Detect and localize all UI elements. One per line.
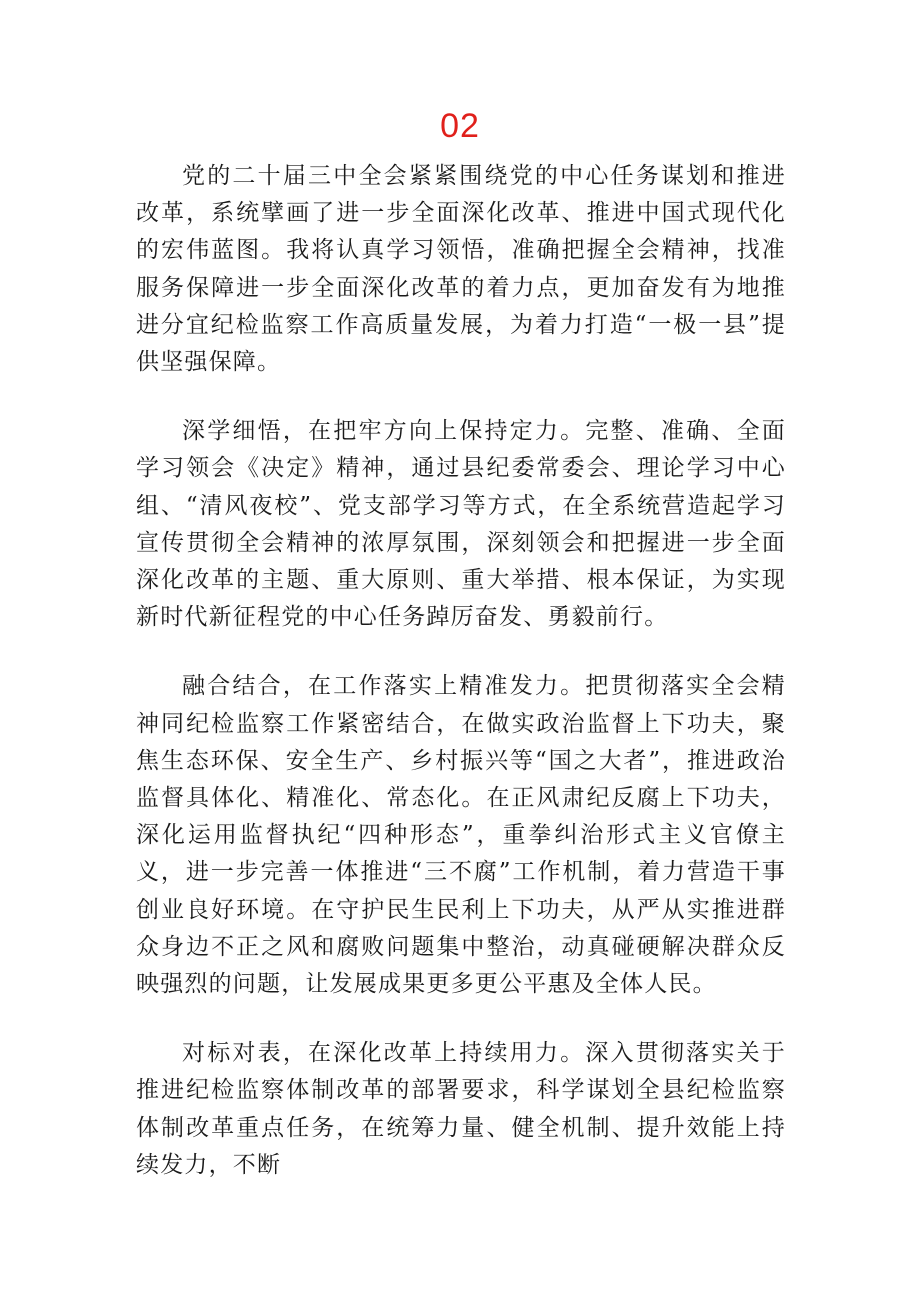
paragraph-integration: 融合结合，在工作落实上精准发力。把贯彻落实全会精神同纪检监察工作紧密结合，在做实政治监督上下功夫，聚焦生态环保、安全生产、乡村振兴等“国之大者”，推进政治监督具体化、精准化、常态化。在正风肃纪反腐上下功夫，深化运用监督执纪“四种形态”，重拳纠治形式主义官僚主义，进一步完善一体推进“三不腐”工作机制，着力营造干事创业良好环境。在守护民生民利上下功夫，从严从实推进群众身边不正之风和腐败问题集中整治，动真碰硬解决群众反映强烈的问题，让发展成果更多更公平惠及全体人民。 [136, 673, 786, 998]
paragraph-deep-study: 深学细悟，在把牢方向上保持定力。完整、准确、全面学习领会《决定》精神，通过县纪委常委会、理论学习中心组、“清风夜校”、党支部学习等方式，在全系统营造起学习宣传贯彻全会精神的浓厚氛围，深刻领会和把握进一步全面深化改革的主题、重大原则、重大举措、根本保证，为实现新时代新征程党的中心任务踔厉奋发、勇毅前行。 [136, 418, 786, 631]
paragraph-benchmark: 对标对表，在深化改革上持续用力。深入贯彻落实关于推进纪检监察体制改革的部署要求，科学谋划全县纪检监察体制改革重点任务，在统筹力量、健全机制、提升效能上持续发力，不断 [136, 1040, 786, 1178]
section-number: 02 [440, 107, 480, 145]
document-body [136, 158, 786, 1216]
paragraph-intro: 党的二十届三中全会紧紧围绕党的中心任务谋划和推进改革，系统擘画了进一步全面深化改革、推进中国式现代化的宏伟蓝图。我将认真学习领悟，准确把握全会精神，找准服务保障进一步全面深化改革的着力点，更加奋发有为地推进分宜纪检监察工作高质量发展，为着力打造“一极一县”提供坚强保障。 [136, 163, 786, 376]
